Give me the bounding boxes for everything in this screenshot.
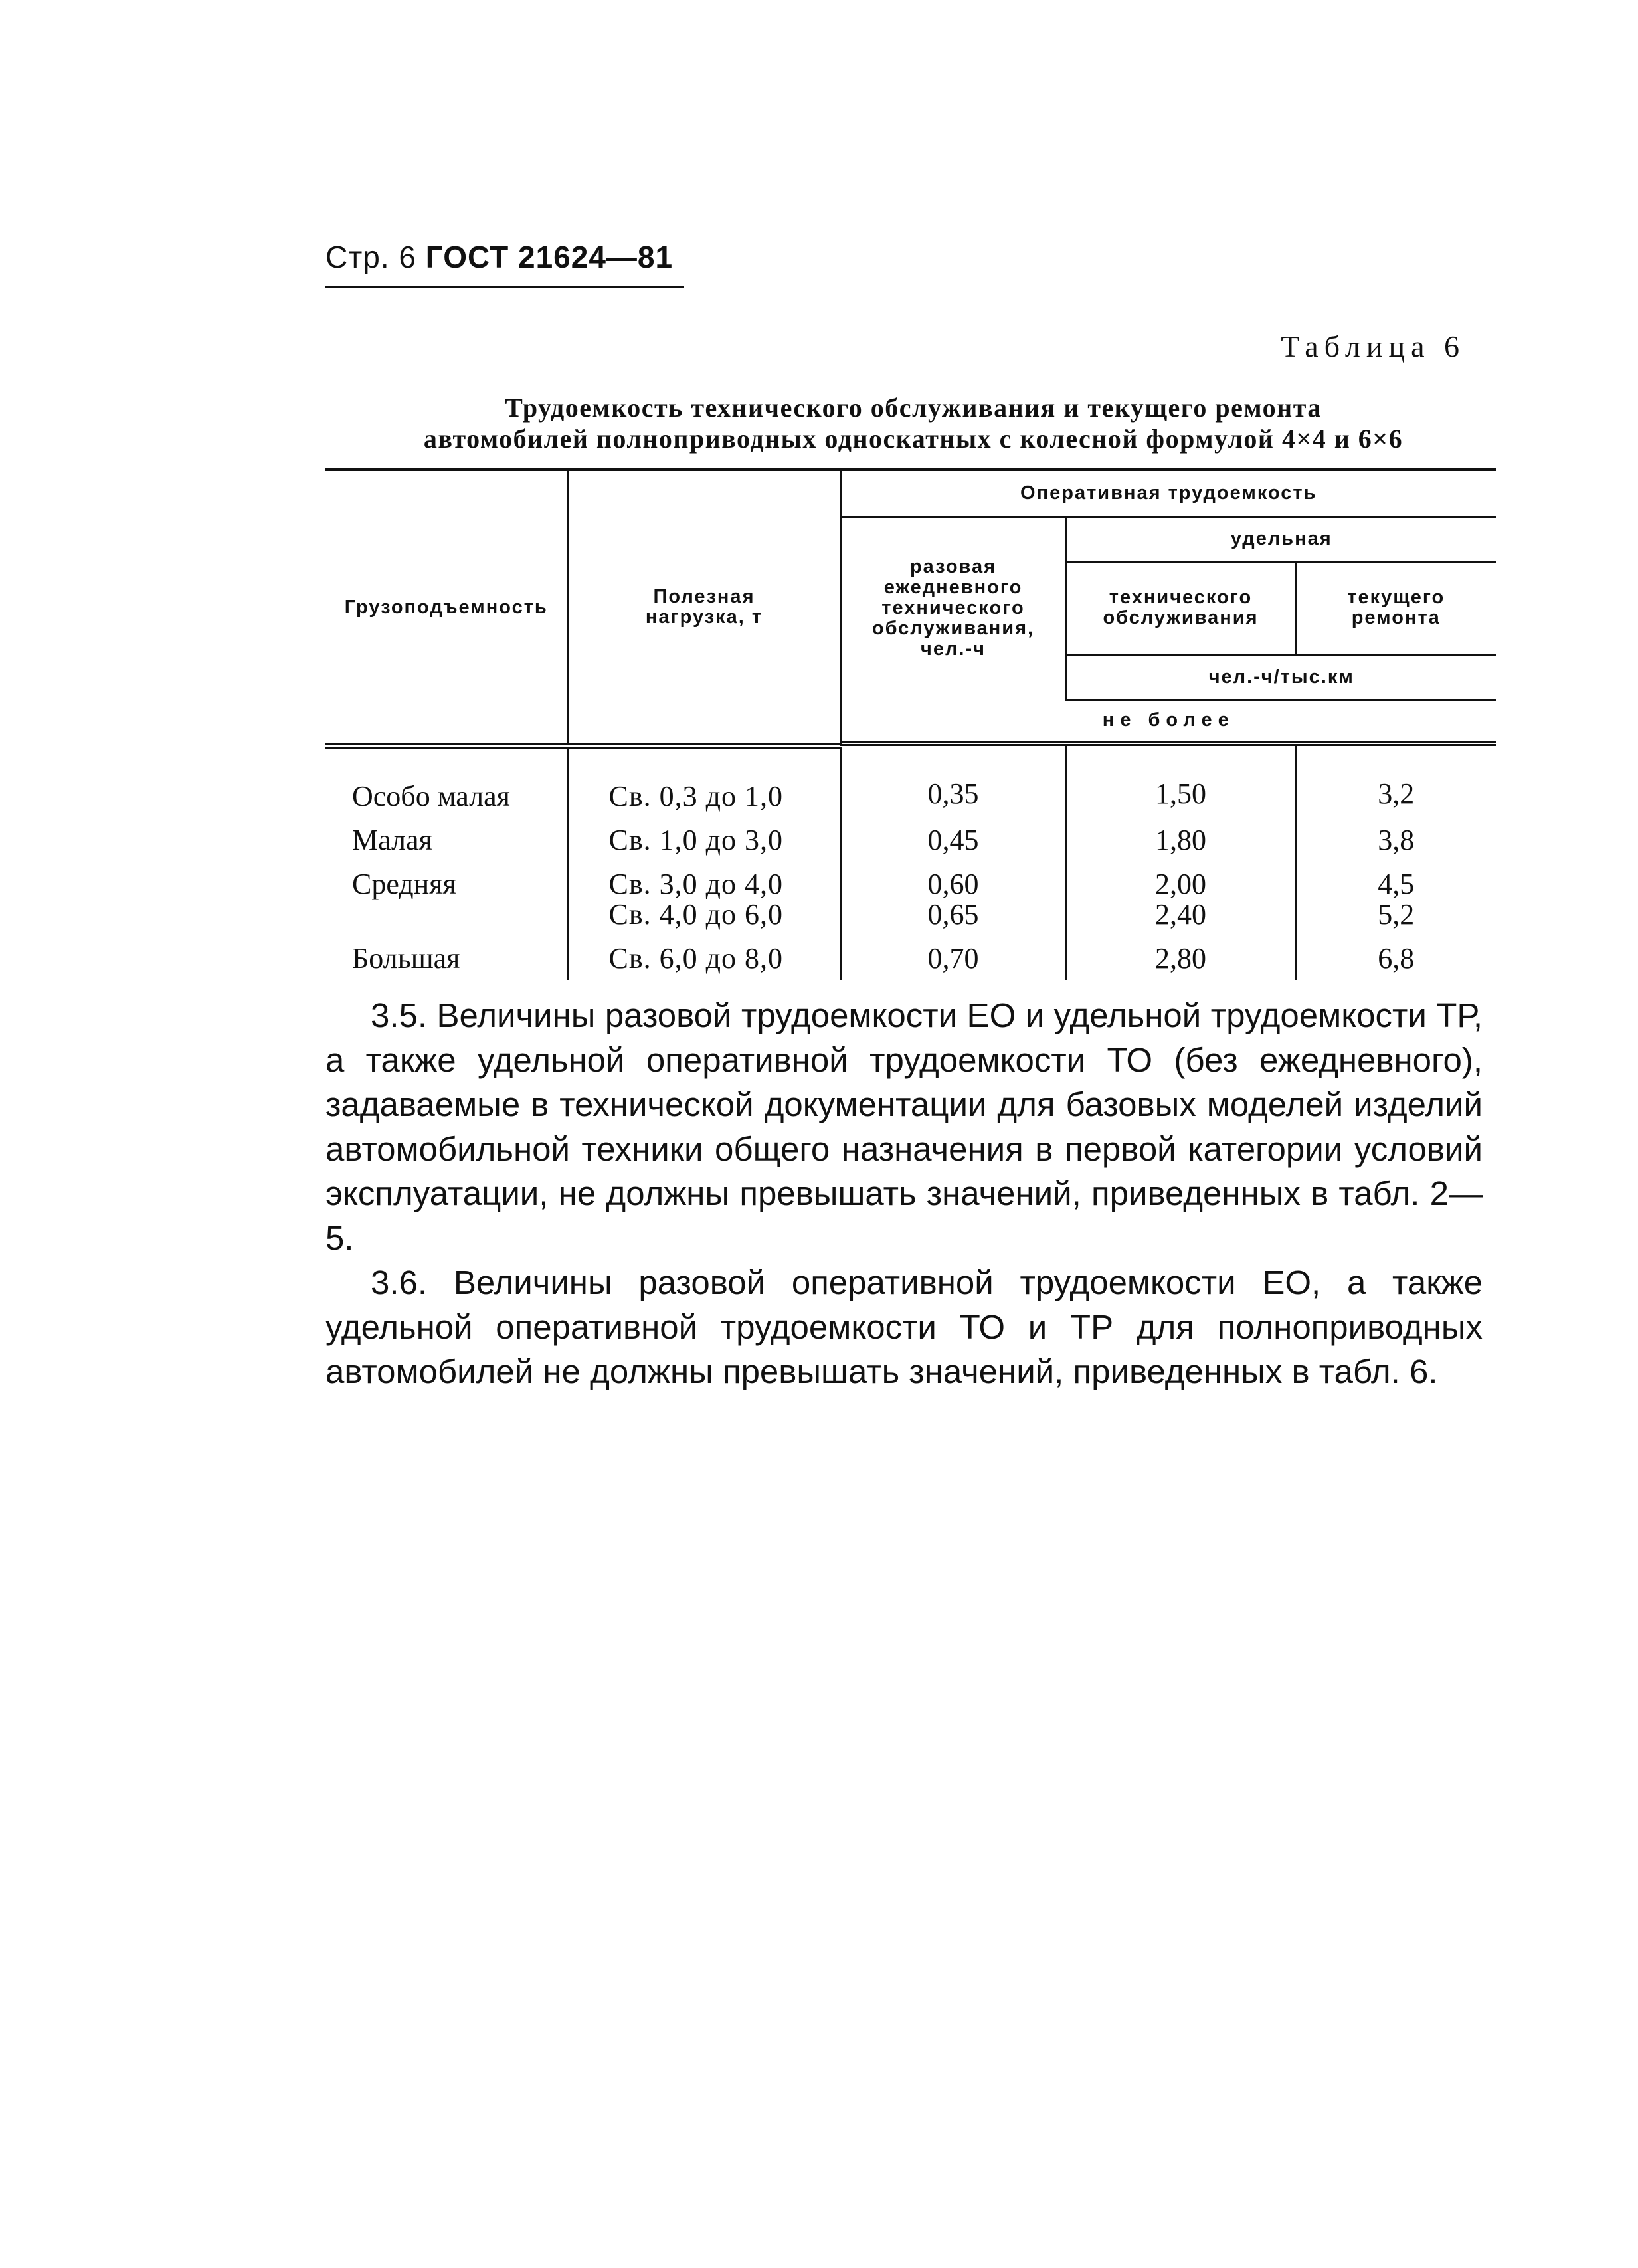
cell-to: 1,80 <box>1066 811 1295 855</box>
table-row <box>325 899 1496 929</box>
cell-tr: 5,2 <box>1378 898 1415 931</box>
cell-tr: 6,8 <box>1378 942 1415 975</box>
cell-to: 2,00 <box>1066 855 1295 899</box>
page-number: Стр. 6 <box>325 240 417 274</box>
table-label: Таблица 6 <box>1281 330 1465 363</box>
header-operational: Оперативная трудоемкость <box>840 470 1496 516</box>
cell-payload: Св. 1,0 до 3,0 <box>568 811 840 855</box>
cell-payload: Св. 0,3 до 1,0 <box>568 746 840 811</box>
labor-intensity-table <box>325 468 1496 980</box>
cell-tr: 3,8 <box>1378 824 1415 856</box>
paragraph-3-5: 3.5. Величины разовой трудоемкости ЕО и удельной трудоемкости ТР, а также удельной оперативной трудоемкости ТО (без ежедневного), задаваемые в технической документации для базовых моделей изделий автомобильной техники общего назначения в первой категории условий эксплуатации, не должны превышать значений, приведенных в табл. 2—5. <box>325 996 1483 1257</box>
header-max-note: не более <box>840 700 1496 743</box>
page-header <box>325 239 673 275</box>
cell-to: 2,80 <box>1066 929 1295 980</box>
cell-capacity: Средняя <box>325 855 568 899</box>
cell-payload: Св. 4,0 до 6,0 <box>568 899 840 929</box>
table-row <box>325 855 1496 899</box>
cell-eo: 0,70 <box>840 929 1066 980</box>
table-row <box>325 746 1496 811</box>
cell-capacity: Особо малая <box>325 746 568 811</box>
header-rule <box>325 286 684 288</box>
cell-to: 2,40 <box>1066 899 1295 929</box>
cell-tr: 4,5 <box>1378 868 1415 900</box>
table-title-line-1: Трудоемкость технического обслуживания и текущего ремонта <box>505 393 1322 423</box>
cell-eo: 0,45 <box>840 811 1066 855</box>
cell-capacity: Малая <box>325 811 568 855</box>
header-units: чел.-ч/тыс.км <box>1066 654 1496 700</box>
body-text <box>325 993 1483 1394</box>
table-row <box>325 811 1496 855</box>
header-payload: Полезная нагрузка, т <box>568 470 840 743</box>
cell-eo: 0,35 <box>840 746 1066 811</box>
cell-payload: Св. 6,0 до 8,0 <box>568 929 840 980</box>
table-title <box>332 392 1495 454</box>
paragraph-3-6: 3.6. Величины разовой оперативной трудоемкости ЕО, а также удельной оперативной трудоемкости ТО и ТР для полноприводных автомобилей не должны превышать значений, приведенных в табл. 6. <box>325 1264 1483 1390</box>
standard-code: ГОСТ 21624—81 <box>425 240 674 274</box>
header-capacity: Грузоподъемность <box>325 470 568 743</box>
cell-to: 1,50 <box>1066 746 1295 811</box>
header-maintenance: технического обслуживания <box>1066 561 1295 654</box>
cell-tr: 3,2 <box>1378 777 1415 810</box>
table-row <box>325 929 1496 980</box>
table-title-line-2: автомобилей полноприводных односкатных с колесной формулой 4×4 и 6×6 <box>423 424 1404 454</box>
header-single-eo: разовая ежедневного технического обслуживания, чел.-ч <box>840 516 1066 700</box>
header-specific: удельная <box>1066 516 1496 561</box>
header-repair: текущего ремонта <box>1295 561 1496 654</box>
cell-eo: 0,60 <box>840 855 1066 899</box>
cell-eo: 0,65 <box>840 899 1066 929</box>
cell-capacity <box>325 899 568 929</box>
cell-payload: Св. 3,0 до 4,0 <box>568 855 840 899</box>
cell-capacity: Большая <box>325 929 568 980</box>
